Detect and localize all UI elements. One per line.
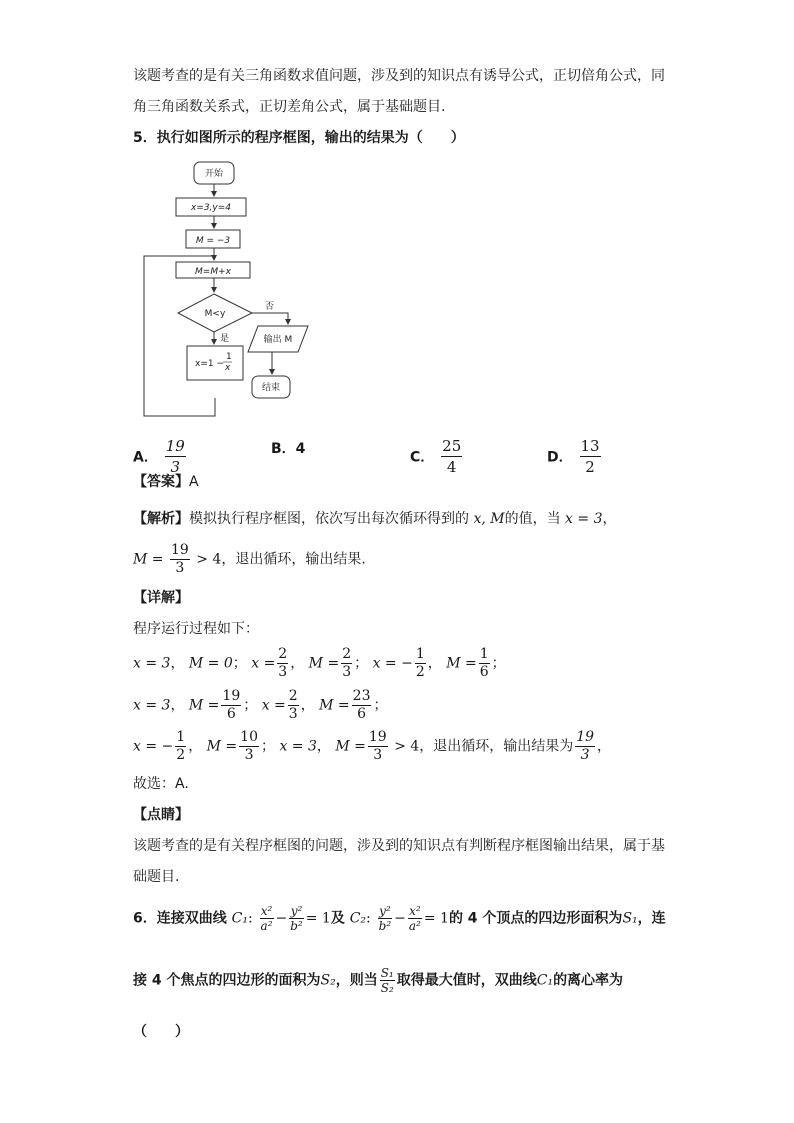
- analysis-frac: [170, 542, 190, 577]
- q6-t1: 连接双曲线: [156, 910, 227, 927]
- q6-t6: 取得最大值时，双曲线: [396, 972, 537, 989]
- option-c-num: 25: [442, 437, 462, 455]
- step2-b-num: 19: [222, 688, 241, 704]
- analysis-num: 19: [170, 542, 189, 558]
- q6-c1-again: C₁: [536, 972, 554, 989]
- flow-assign-num: 1: [226, 352, 232, 362]
- flow-yes-label: 是: [220, 334, 230, 344]
- q6-c2-x2: x²: [409, 904, 421, 918]
- step1-f-den: 6: [479, 664, 489, 680]
- option-a: [133, 436, 188, 477]
- q6-c2-y2: y²: [379, 904, 391, 918]
- step-3: x = − $\frac{1}{2}$ ， M = $\frac{10}{3}$ ； x = 3， M = $\frac{19}{3}$ > 4，退出循环，输出结果为 $\frac{19}{3}$ ，: [133, 729, 612, 763]
- option-a-value: [165, 436, 186, 477]
- analysis-tag: 【解析】: [133, 511, 189, 527]
- q6-c2: C₂: [349, 910, 367, 927]
- analysis-vars: x, M: [473, 511, 505, 527]
- step1-f-num: 1: [479, 646, 489, 662]
- step1-d-frac: [341, 646, 352, 681]
- step3-d-frac: [368, 729, 388, 764]
- option-d-label: D．: [547, 449, 573, 466]
- intro-line-1: 该题考查的是有关三角函数求值问题，涉及到的知识点有诱导公式，正切倍角公式，同: [133, 68, 665, 84]
- step1-c-den: 3: [278, 664, 288, 680]
- q6-number: 6．: [133, 910, 157, 927]
- q6-t3: ，连: [637, 910, 666, 927]
- step1-f-frac: [479, 646, 490, 681]
- analysis-m: M =: [133, 551, 164, 568]
- step3-tail: ，退出循环，输出结果为: [419, 738, 574, 755]
- analysis-tail: ，退出循环，输出结果.: [221, 551, 366, 568]
- flow-m-init-label: M = −3: [195, 236, 231, 246]
- option-c-value: [441, 436, 462, 477]
- option-a-num: 19: [165, 437, 185, 455]
- detail-tag: 【详解】: [133, 590, 189, 606]
- step1-f: M =: [446, 655, 477, 672]
- q6-c1-frac-y: [289, 904, 304, 933]
- step3-a-den: 2: [176, 747, 186, 763]
- q6-c1-frac-x: [260, 904, 274, 933]
- choose-line: 故选：A.: [133, 776, 189, 792]
- q6-t2: 的 4 个顶点的四边形面积为: [448, 910, 623, 927]
- step2-b-frac: [221, 688, 241, 723]
- answer-value: A: [189, 474, 199, 490]
- option-d: [547, 436, 603, 477]
- q6-colon-1: :: [247, 910, 253, 927]
- step2-a: x = 3: [133, 697, 171, 714]
- q6-ratio-num: S₁: [380, 966, 394, 980]
- q6-c1: C₁: [231, 910, 248, 927]
- step3-a-frac: [175, 729, 186, 764]
- q6-c2-minus: −: [394, 910, 406, 927]
- step-1: x = 3， M = 0； x = $\frac{2}{3}$ ， M = $\frac{2}{3}$ ； x = − $\frac{1}{2}$ ， M = $\frac{1}{6}$ ；: [133, 646, 506, 680]
- analysis-line-1: [133, 509, 616, 529]
- q6-c2-frac-y: [378, 904, 393, 933]
- step3-result-frac: [575, 729, 595, 764]
- q6-c2-b2: b²: [378, 919, 392, 933]
- analysis-line-2: [133, 542, 366, 578]
- analysis-den: 3: [175, 560, 185, 576]
- option-d-den: 2: [585, 458, 595, 476]
- step-2: x = 3， M = $\frac{19}{6}$ ； x = $\frac{2}{3}$ ， M = $\frac{23}{6}$ ；: [133, 688, 388, 722]
- step1-c-num: 2: [278, 646, 288, 662]
- step1-c-frac: [277, 646, 288, 681]
- q6-paren: （ ）: [133, 1024, 189, 1040]
- step1-d-den: 3: [342, 664, 352, 680]
- step1-e-den: 2: [415, 664, 425, 680]
- step3-a-num: 1: [176, 729, 186, 745]
- step3-b-den: 3: [244, 747, 254, 763]
- option-a-label: A．: [133, 449, 158, 466]
- q6-t5: ，则当: [335, 972, 378, 989]
- option-b-label: B．4: [271, 441, 306, 457]
- step2-b-den: 6: [226, 706, 236, 722]
- step1-d-num: 2: [342, 646, 352, 662]
- q6-s1: S₁: [622, 910, 638, 927]
- step2-c-den: 3: [288, 706, 298, 722]
- q6-c2-eq: = 1: [423, 910, 449, 927]
- option-c-label: C．: [410, 449, 435, 466]
- flow-loop-line: [144, 256, 215, 416]
- q6-t4: 接 4 个焦点的四边形的面积为: [133, 972, 321, 989]
- flowchart: [140, 158, 320, 420]
- step2-d-num: 23: [352, 688, 371, 704]
- step1-e-num: 1: [415, 646, 425, 662]
- q5-number: 5．: [133, 130, 157, 146]
- step2-c-num: 2: [288, 688, 298, 704]
- step1-b: M = 0: [188, 655, 233, 672]
- step2-b: M =: [188, 697, 220, 714]
- flow-start-label: 开始: [204, 169, 224, 179]
- analysis-x: x = 3: [565, 511, 603, 527]
- q6-c1-minus: −: [275, 910, 288, 927]
- q6-s2: S₂: [320, 972, 336, 989]
- step2-c-frac: [288, 688, 299, 723]
- option-c-den: 4: [446, 458, 457, 476]
- step1-a: x = 3: [133, 655, 171, 672]
- q6-t7: 的离心率为: [553, 972, 624, 989]
- analysis-comma: ，: [602, 511, 617, 527]
- q6-ratio: [380, 966, 395, 995]
- step2-d-den: 6: [357, 706, 367, 722]
- answer-tag: 【答案】: [133, 474, 189, 490]
- option-a-den: 3: [170, 458, 181, 476]
- q6-c1-b2: b²: [290, 919, 303, 933]
- flow-output-label: 输出 M: [263, 335, 293, 345]
- process-intro: 程序运行过程如下：: [133, 621, 259, 637]
- analysis-text-2: 的值，当: [504, 511, 561, 527]
- step3-c: x = 3: [279, 738, 317, 755]
- flow-decision-label: M<y: [204, 309, 226, 319]
- flow-update-label: M=M+x: [195, 267, 231, 277]
- step2-d: M =: [319, 697, 350, 714]
- answer-line: [133, 472, 199, 492]
- step1-d: M =: [308, 655, 340, 672]
- comment-tag: 【点睛】: [133, 807, 189, 823]
- step1-e: x = −: [372, 655, 413, 672]
- q6-c1-y2: y²: [290, 904, 303, 918]
- step3-d-den: 3: [373, 747, 383, 763]
- flow-no-label: 否: [265, 302, 275, 312]
- step3-b-num: 10: [240, 729, 258, 745]
- step3-b: M =: [206, 738, 238, 755]
- flow-assign-den: x: [225, 363, 231, 373]
- step3-d-num: 19: [368, 729, 387, 745]
- q6-c1-a2: a²: [260, 919, 273, 933]
- step2-c: x =: [261, 697, 286, 714]
- step3-r-num: 19: [576, 729, 595, 745]
- option-b: [271, 438, 305, 458]
- flow-assign-label: x=1 −: [195, 359, 224, 369]
- q5-stem: [133, 128, 465, 148]
- q6-line-1: [133, 904, 666, 944]
- q6-line-2: [133, 966, 623, 1006]
- q5-stem-text: 执行如图所示的程序框图，输出的结果为（ ）: [156, 130, 465, 146]
- flow-end-label: 结束: [261, 383, 281, 393]
- step1-e-frac: [415, 646, 426, 681]
- q6-c1-x2: x²: [260, 904, 273, 918]
- step3-b-frac: [239, 729, 259, 764]
- analysis-text-1: 模拟执行程序框图，依次写出每次循环得到的: [189, 511, 469, 527]
- step1-c: x =: [251, 655, 276, 672]
- q6-c2-a2: a²: [408, 919, 421, 933]
- comment-line-1: 该题考查的是有关程序框图的问题，涉及到的知识点有判断程序框图输出结果，属于基: [133, 838, 665, 854]
- option-d-num: 13: [580, 437, 600, 455]
- q6-c1-eq: = 1: [305, 910, 331, 927]
- option-c: [410, 436, 464, 477]
- step3-gt: > 4: [394, 738, 420, 755]
- comment-line-2: 础题目.: [133, 869, 180, 885]
- flow-init-label: x=3,y=4: [190, 203, 232, 213]
- analysis-gt: > 4: [196, 551, 222, 568]
- q6-ratio-den: S₂: [380, 981, 394, 995]
- q6-colon-2: :: [366, 910, 371, 927]
- step3-r-den: 3: [580, 747, 590, 763]
- step2-d-frac: [352, 688, 372, 723]
- q6-and: 及: [330, 910, 345, 927]
- step3-d: M =: [335, 738, 366, 755]
- intro-line-2: 角三角函数关系式，正切差角公式，属于基础题目.: [133, 99, 446, 115]
- option-d-value: [580, 436, 601, 477]
- q6-c2-frac-x: [408, 904, 422, 933]
- step3-a: x = −: [133, 738, 174, 755]
